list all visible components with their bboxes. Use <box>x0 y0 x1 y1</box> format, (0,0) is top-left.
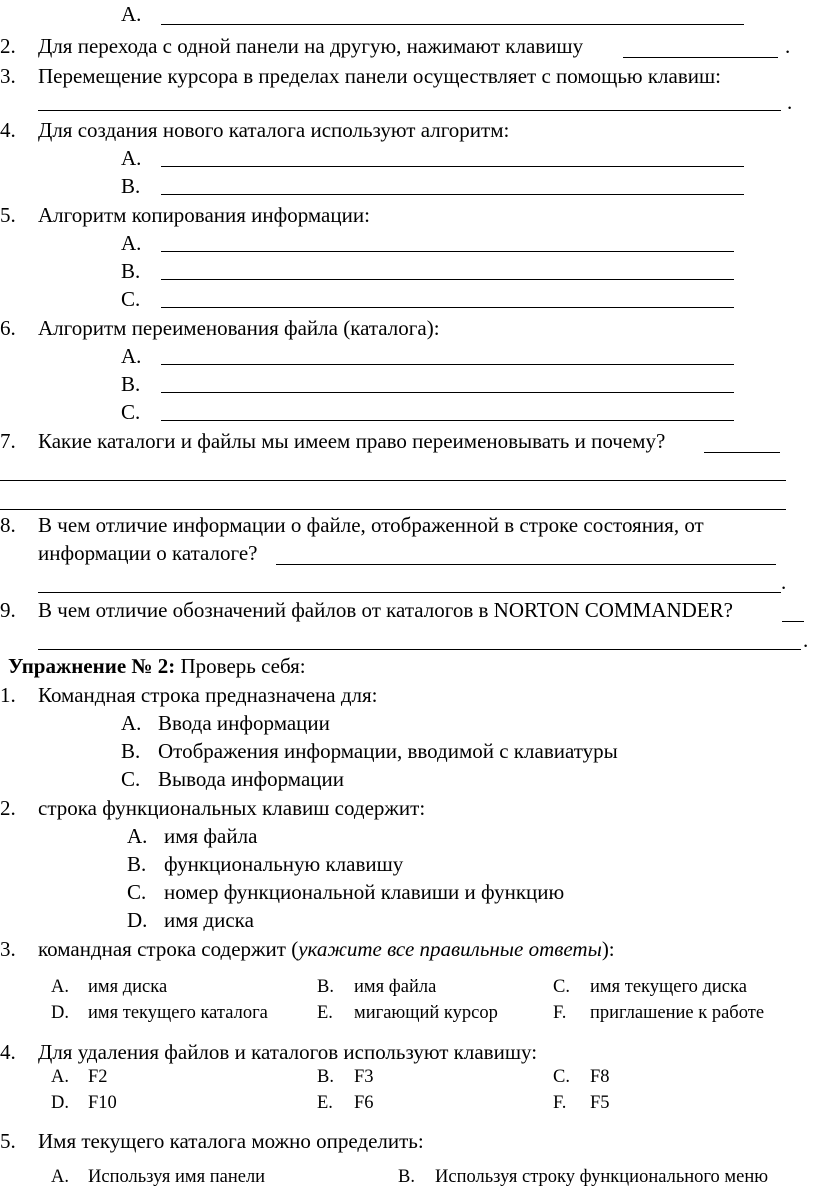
ex2-q3-option-b[interactable]: имя файла <box>354 977 437 997</box>
question-3-tail: . <box>787 90 793 114</box>
question-7-blank-line-1[interactable] <box>0 480 786 481</box>
ex2-q3-option-d-letter: D. <box>51 1003 69 1023</box>
question-5-number: 5. <box>0 203 16 227</box>
ex2-question-4-number: 4. <box>0 1040 16 1064</box>
ex2-q5-option-b-letter: B. <box>398 1167 415 1187</box>
q1-sub-a-letter: A. <box>121 2 142 26</box>
question-6-c-blank[interactable] <box>161 420 734 421</box>
ex2-question-3-text-italic: укажите все правильные ответы <box>298 937 602 961</box>
question-5-c-letter: C. <box>121 287 141 311</box>
ex2-q3-option-e[interactable]: мигающий курсор <box>354 1003 498 1023</box>
ex2-q1-option-b-letter: B. <box>121 739 141 763</box>
ex2-q1-option-a[interactable]: Ввода информации <box>158 711 330 735</box>
ex2-question-1-number: 1. <box>0 683 16 707</box>
question-8-blank-line[interactable] <box>38 592 781 593</box>
question-3-number: 3. <box>0 64 16 88</box>
question-5-a-letter: A. <box>121 231 142 255</box>
ex2-q3-option-b-letter: B. <box>317 977 334 997</box>
ex2-q3-option-f-letter: F. <box>553 1003 567 1023</box>
ex2-question-2-text: строка функциональных клавиш содержит: <box>38 796 426 820</box>
question-3-text: Перемещение курсора в пределах панели осуществляет с помощью клавиш: <box>38 64 721 88</box>
ex2-q4-option-e[interactable]: F6 <box>354 1093 374 1113</box>
question-9-text: В чем отличие обозначений файлов от каталогов в NORTON COMMANDER? <box>38 598 733 622</box>
ex2-q1-option-b[interactable]: Отображения информации, вводимой с клавиатуры <box>158 739 618 763</box>
ex2-q3-option-a-letter: A. <box>51 977 69 997</box>
question-5-b-letter: B. <box>121 259 141 283</box>
ex2-q3-option-f[interactable]: приглашение к работе <box>590 1003 765 1023</box>
ex2-q4-option-b[interactable]: F3 <box>354 1067 374 1087</box>
ex2-question-5-number: 5. <box>0 1129 16 1153</box>
ex2-question-1-text: Командная строка предназначена для: <box>38 683 378 707</box>
question-9-tail: . <box>803 628 809 652</box>
question-2-number: 2. <box>0 34 16 58</box>
question-5-a-blank[interactable] <box>161 251 734 252</box>
question-8-tail: . <box>781 570 787 594</box>
question-6-a-letter: A. <box>121 344 142 368</box>
question-6-a-blank[interactable] <box>161 364 734 365</box>
ex2-q4-option-b-letter: B. <box>317 1067 334 1087</box>
question-6-text: Алгоритм переименования файла (каталога): <box>38 316 440 340</box>
question-2-text: Для перехода с одной панели на другую, нажимают клавишу <box>38 34 584 58</box>
question-7-number: 7. <box>0 429 16 453</box>
question-6-b-blank[interactable] <box>161 392 734 393</box>
ex2-question-2-number: 2. <box>0 796 16 820</box>
ex2-q4-option-f[interactable]: F5 <box>590 1093 610 1113</box>
ex2-q2-option-d[interactable]: имя диска <box>164 908 254 932</box>
ex2-q3-option-e-letter: E. <box>317 1003 333 1023</box>
ex2-q2-option-d-letter: D. <box>127 908 148 932</box>
q1-sub-a-blank[interactable] <box>161 24 744 25</box>
ex2-q1-option-c-letter: C. <box>121 767 141 791</box>
question-7-blank-inline[interactable] <box>704 452 780 453</box>
ex2-q1-option-c[interactable]: Вывода информации <box>158 767 344 791</box>
exercise-2-title: Упражнение № 2: <box>8 654 176 678</box>
ex2-q3-option-c-letter: C. <box>553 977 570 997</box>
question-4-text: Для создания нового каталога используют алгоритм: <box>38 118 510 142</box>
question-3-blank[interactable] <box>38 110 781 111</box>
question-6-c-letter: C. <box>121 400 141 424</box>
question-4-number: 4. <box>0 118 16 142</box>
question-7-text: Какие каталоги и файлы мы имеем право переименовывать и почему? <box>38 429 666 453</box>
ex2-question-3-text-after: ): <box>601 937 615 961</box>
ex2-q2-option-b[interactable]: функциональную клавишу <box>164 852 404 876</box>
ex2-q1-option-a-letter: A. <box>121 711 142 735</box>
exercise-2-subtitle: Проверь себя: <box>175 654 306 678</box>
ex2-question-3-text-before: командная строка содержит ( <box>38 937 299 961</box>
question-7-blank-line-2[interactable] <box>0 509 786 510</box>
ex2-q3-option-d[interactable]: имя текущего каталога <box>88 1003 268 1023</box>
question-9-blank-line[interactable] <box>38 649 801 650</box>
ex2-q2-option-a[interactable]: имя файла <box>164 824 258 848</box>
ex2-q4-option-d[interactable]: F10 <box>88 1093 117 1113</box>
question-5-text: Алгоритм копирования информации: <box>38 203 370 227</box>
question-4-a-letter: A. <box>121 146 142 170</box>
question-8-number: 8. <box>0 513 16 537</box>
question-2-blank[interactable] <box>623 57 778 58</box>
ex2-q4-option-c-letter: C. <box>553 1067 570 1087</box>
question-8-line-1: В чем отличие информации о файле, отображенной в строке состояния, от <box>38 513 704 537</box>
question-8-blank-inline[interactable] <box>276 564 776 565</box>
ex2-q5-option-a-letter: A. <box>51 1167 69 1187</box>
ex2-question-3-number: 3. <box>0 937 16 961</box>
question-8-line-2: информации о каталоге? <box>38 541 258 565</box>
question-5-b-blank[interactable] <box>161 279 734 280</box>
question-4-a-blank[interactable] <box>161 166 744 167</box>
ex2-q2-option-b-letter: B. <box>127 852 147 876</box>
ex2-q4-option-f-letter: F. <box>553 1093 567 1113</box>
ex2-q5-option-a[interactable]: Используя имя панели <box>88 1167 266 1187</box>
question-9-blank-inline[interactable] <box>782 621 804 622</box>
ex2-question-4-text: Для удаления файлов и каталогов используют клавишу: <box>38 1040 538 1064</box>
ex2-q3-option-c[interactable]: имя текущего диска <box>590 977 747 997</box>
ex2-q3-option-a[interactable]: имя диска <box>88 977 168 997</box>
question-6-b-letter: B. <box>121 372 141 396</box>
ex2-question-3-text <box>38 939 615 960</box>
question-4-b-letter: B. <box>121 174 141 198</box>
ex2-q4-option-a[interactable]: F2 <box>88 1067 108 1087</box>
question-5-c-blank[interactable] <box>161 307 734 308</box>
question-4-b-blank[interactable] <box>161 194 744 195</box>
ex2-q2-option-a-letter: A. <box>127 824 148 848</box>
question-2-tail: . <box>785 34 791 58</box>
ex2-q4-option-e-letter: E. <box>317 1093 333 1113</box>
exercise-2-heading <box>8 656 306 677</box>
question-6-number: 6. <box>0 316 16 340</box>
question-9-number: 9. <box>0 598 16 622</box>
ex2-q4-option-c[interactable]: F8 <box>590 1067 610 1087</box>
ex2-q2-option-c[interactable]: номер функциональной клавиши и функцию <box>164 880 565 904</box>
ex2-q4-option-d-letter: D. <box>51 1093 69 1113</box>
ex2-q5-option-b[interactable]: Используя строку функционального меню <box>435 1167 769 1187</box>
ex2-q2-option-c-letter: C. <box>127 880 147 904</box>
ex2-question-5-text: Имя текущего каталога можно определить: <box>38 1129 424 1153</box>
ex2-q4-option-a-letter: A. <box>51 1067 69 1087</box>
